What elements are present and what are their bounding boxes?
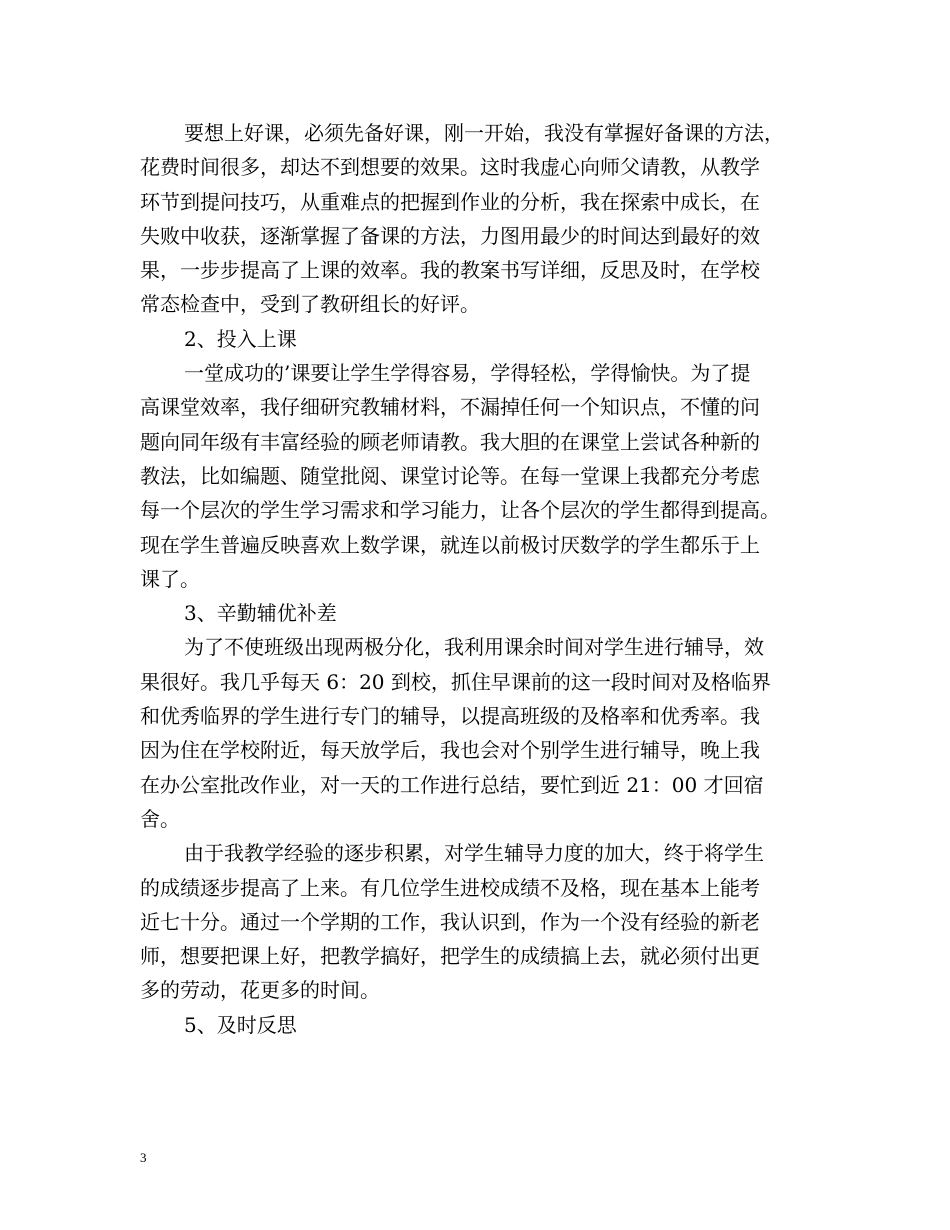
text-line: 教法，比如编题、随堂批阅、课堂讨论等。在每一堂课上我都充分考虑 xyxy=(140,463,760,488)
text-line: 环节到提问技巧，从重难点的把握到作业的分析，我在探索中成长，在 xyxy=(140,189,760,214)
section-heading: 5、及时反思 xyxy=(184,1012,297,1037)
text-line: 一堂成功的’课要让学生学得容易，学得轻松，学得愉快。为了提 xyxy=(184,361,751,386)
text-line: 高课堂效率，我仔细研究教辅材料，不漏掉任何一个知识点，不懂的问 xyxy=(140,395,760,420)
text-line: 要想上好课，必须先备好课，刚一开始，我没有掌握好备课的方法， xyxy=(184,121,784,145)
text-line: 失败中收获，逐渐掌握了备课的方法，力图用最少的时间达到最好的效 xyxy=(140,223,760,248)
text-line: 题向同年级有丰富经验的顾老师请教。我大胆的在课堂上尝试各种新的 xyxy=(140,429,760,454)
text-line: 的成绩逐步提高了上来。有几位学生进校成绩不及格，现在基本上能考 xyxy=(140,875,760,900)
text-line: 因为住在学校附近，每天放学后，我也会对个别学生进行辅导，晚上我 xyxy=(140,738,760,763)
text-line: 果，一步步提高了上课的效率。我的教案书写详细，反思及时，在学校 xyxy=(140,258,760,283)
text-line: 果很好。我几乎每天 6：20 到校，抓住早课前的这一段时间对及格临界 xyxy=(140,669,771,694)
text-line: 花费时间很多，却达不到想要的效果。这时我虚心向师父请教，从教学 xyxy=(140,155,760,180)
document-body xyxy=(140,116,812,1042)
text-line: 多的劳动，花更多的时间。 xyxy=(140,978,380,1003)
page-number: 3 xyxy=(140,1150,147,1165)
text-line: 和优秀临界的学生进行专门的辅导，以提高班级的及格率和优秀率。我 xyxy=(140,704,760,729)
text-line: 课了。 xyxy=(140,566,200,591)
text-line: 常态检查中，受到了教研组长的好评。 xyxy=(140,292,480,317)
text-line: 现在学生普遍反映喜欢上数学课，就连以前极讨厌数学的学生都乐于上 xyxy=(140,532,760,557)
text-line: 为了不使班级出现两极分化，我利用课余时间对学生进行辅导，效 xyxy=(184,635,764,660)
text-line: 由于我教学经验的逐步积累，对学生辅导力度的加大，终于将学生 xyxy=(184,841,764,866)
text-line: 每一个层次的学生学习需求和学习能力，让各个层次的学生都得到提高。 xyxy=(140,498,780,523)
text-line: 舍。 xyxy=(140,806,180,831)
section-heading: 2、投入上课 xyxy=(184,326,297,351)
text-line: 师，想要把课上好，把教学搞好，把学生的成绩搞上去，就必须付出更 xyxy=(140,944,760,969)
text-line: 近七十分。通过一个学期的工作，我认识到，作为一个没有经验的新老 xyxy=(140,909,760,934)
section-heading: 3、辛勤辅优补差 xyxy=(184,601,337,626)
text-line: 在办公室批改作业，对一天的工作进行总结，要忙到近 21：00 才回宿 xyxy=(140,772,764,797)
